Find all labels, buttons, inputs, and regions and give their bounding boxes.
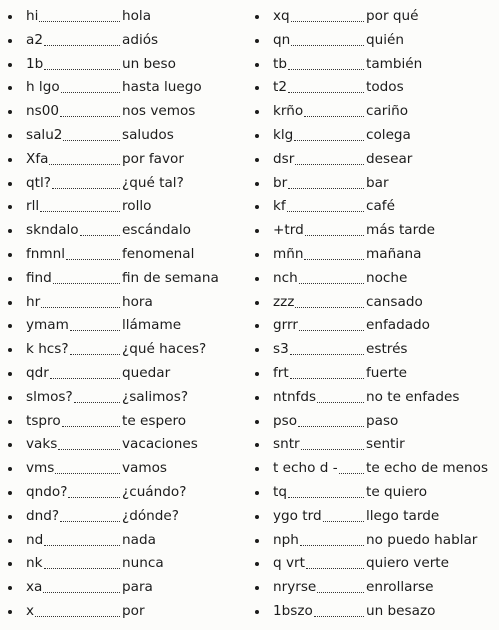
- spanish-meaning: bar: [366, 174, 389, 191]
- sms-abbreviation: krño: [273, 103, 304, 120]
- glossary-entry: [255, 291, 495, 315]
- sms-abbreviation: 1b: [26, 55, 44, 72]
- spanish-meaning: colega: [366, 126, 411, 143]
- spanish-meaning: estrés: [366, 341, 408, 358]
- spanish-meaning: sentir: [366, 436, 405, 453]
- bullet-icon: [255, 134, 259, 138]
- bullet-icon: [8, 301, 12, 305]
- sms-abbreviation: k hcs?: [26, 341, 69, 358]
- spanish-meaning: no puedo hablar: [366, 531, 478, 548]
- bullet-icon: [8, 420, 12, 424]
- dotted-leader: [44, 545, 120, 546]
- spanish-meaning: quién: [366, 31, 405, 48]
- glossary-entry: [8, 481, 240, 505]
- spanish-meaning: adiós: [122, 31, 159, 48]
- glossary-entry: [255, 314, 495, 338]
- glossary-entry: [8, 53, 240, 77]
- sms-abbreviation: Xfa: [26, 150, 49, 167]
- dotted-leader: [62, 426, 120, 427]
- glossary-entry: [255, 219, 495, 243]
- sms-abbreviation: 1bszo: [273, 602, 313, 619]
- spanish-meaning: ¿cuándo?: [122, 483, 187, 500]
- sms-abbreviation: rll: [26, 198, 40, 215]
- dotted-leader: [40, 211, 120, 212]
- bullet-icon: [8, 467, 12, 471]
- spanish-meaning: quedar: [122, 364, 171, 381]
- bullet-icon: [255, 467, 259, 471]
- bullet-icon: [8, 539, 12, 543]
- glossary-entry: [255, 100, 495, 124]
- sms-abbreviation: qtl?: [26, 174, 51, 191]
- glossary-entry: [8, 29, 240, 53]
- sms-abbreviation: vaks: [26, 436, 58, 453]
- bullet-icon: [8, 205, 12, 209]
- sms-abbreviation: hi: [26, 8, 39, 24]
- sms-abbreviation: salu2: [26, 126, 63, 143]
- dotted-leader: [306, 568, 364, 569]
- bullet-icon: [255, 324, 259, 328]
- glossary-entry: [8, 148, 240, 172]
- glossary-entry: [8, 576, 240, 600]
- sms-abbreviation: ymam: [26, 317, 69, 334]
- spanish-meaning: nos vemos: [122, 103, 196, 120]
- bullet-icon: [255, 301, 259, 305]
- spanish-meaning: te espero: [122, 412, 187, 429]
- sms-abbreviation: zzz: [273, 293, 295, 310]
- glossary-entry: [255, 338, 495, 362]
- glossary-entry: [255, 386, 495, 410]
- bullet-icon: [8, 610, 12, 614]
- bullet-icon: [255, 63, 259, 67]
- bullet-icon: [255, 277, 259, 281]
- glossary-entry: [8, 195, 240, 219]
- spanish-meaning: ¿qué tal?: [122, 174, 184, 191]
- sms-abbreviation: +trd: [273, 222, 304, 239]
- dotted-leader: [290, 378, 364, 379]
- sms-abbreviation: xq: [273, 8, 290, 24]
- sms-abbreviation: qn: [273, 31, 291, 48]
- glossary-entry: [255, 267, 495, 291]
- bullet-icon: [255, 253, 259, 257]
- sms-abbreviation: skndalo: [26, 222, 79, 239]
- bullet-icon: [8, 229, 12, 233]
- bullet-icon: [8, 491, 12, 495]
- bullet-icon: [255, 229, 259, 233]
- dotted-leader: [295, 307, 364, 308]
- bullet-icon: [255, 15, 259, 19]
- glossary-entry: [8, 338, 240, 362]
- sms-abbreviation: xa: [26, 579, 43, 596]
- bullet-icon: [255, 348, 259, 352]
- glossary-entry: [8, 219, 240, 243]
- spanish-meaning: nada: [122, 531, 156, 548]
- spanish-meaning: cariño: [366, 103, 409, 120]
- spanish-meaning: fin de semana: [122, 269, 219, 286]
- spanish-meaning: noche: [366, 269, 408, 286]
- dotted-leader: [55, 473, 120, 474]
- glossary-entry: [8, 100, 240, 124]
- dotted-leader: [317, 592, 364, 593]
- bullet-icon: [8, 348, 12, 352]
- glossary-entry: [8, 433, 240, 457]
- sms-abbreviation: grrr: [273, 317, 298, 334]
- bullet-icon: [255, 205, 259, 209]
- spanish-meaning: hora: [122, 293, 153, 310]
- sms-abbreviation: tb: [273, 55, 287, 72]
- bullet-icon: [8, 396, 12, 400]
- spanish-meaning: desear: [366, 150, 413, 167]
- dotted-leader: [49, 164, 120, 165]
- sms-abbreviation: nd: [26, 531, 44, 548]
- dotted-leader: [288, 188, 364, 189]
- spanish-meaning: enfadado: [366, 317, 430, 334]
- dotted-leader: [60, 116, 120, 117]
- dotted-leader: [70, 330, 120, 331]
- glossary-entry: [255, 433, 495, 457]
- glossary-entry: [8, 172, 240, 196]
- dotted-leader: [304, 259, 364, 260]
- spanish-meaning: escándalo: [122, 222, 191, 239]
- sms-abbreviation: nk: [26, 555, 43, 572]
- dotted-leader: [44, 69, 120, 70]
- bullet-icon: [255, 539, 259, 543]
- dotted-leader: [295, 164, 364, 165]
- dotted-leader: [68, 497, 120, 498]
- bullet-icon: [255, 86, 259, 90]
- sms-abbreviation: qdr: [26, 364, 49, 381]
- dotted-leader: [299, 330, 364, 331]
- glossary-entry: [255, 410, 495, 434]
- dotted-leader: [291, 21, 364, 22]
- sms-abbreviation: dnd?: [26, 507, 60, 524]
- bullet-icon: [8, 443, 12, 447]
- bullet-icon: [255, 396, 259, 400]
- bullet-icon: [8, 63, 12, 67]
- bullet-icon: [8, 15, 12, 19]
- bullet-icon: [8, 134, 12, 138]
- bullet-icon: [8, 515, 12, 519]
- dotted-leader: [70, 354, 120, 355]
- sms-abbreviation: s3: [273, 341, 289, 358]
- sms-abbreviation: h lgo: [26, 79, 60, 96]
- bullet-icon: [255, 610, 259, 614]
- bullet-icon: [255, 158, 259, 162]
- bullet-icon: [255, 515, 259, 519]
- dotted-leader: [44, 568, 120, 569]
- bullet-icon: [8, 253, 12, 257]
- spanish-meaning: un besazo: [366, 602, 436, 619]
- glossary-entry: [8, 386, 240, 410]
- sms-abbreviation: vms: [26, 460, 55, 477]
- glossary-entry: [255, 600, 495, 624]
- spanish-meaning: café: [366, 198, 395, 215]
- glossary-entry: [8, 5, 240, 29]
- glossary-entry: [8, 124, 240, 148]
- glossary-entry: [8, 505, 240, 529]
- glossary-entry: [8, 267, 240, 291]
- dotted-leader: [60, 521, 120, 522]
- sms-abbreviation: frt: [273, 364, 289, 381]
- sms-abbreviation: ygo trd: [273, 507, 322, 524]
- glossary-entry: [255, 481, 495, 505]
- spanish-meaning: paso: [366, 412, 399, 429]
- dotted-leader: [74, 402, 120, 403]
- dotted-leader: [305, 235, 364, 236]
- glossary-entry: [255, 53, 495, 77]
- spanish-meaning: mañana: [366, 245, 422, 262]
- glossary-entry: [255, 362, 495, 386]
- bullet-icon: [255, 372, 259, 376]
- sms-abbreviation: nryrse: [273, 579, 317, 596]
- spanish-meaning: llámame: [122, 317, 182, 334]
- sms-abbreviation: slmos?: [26, 388, 73, 405]
- dotted-leader: [304, 116, 364, 117]
- sms-abbreviation: mñn: [273, 245, 304, 262]
- glossary-entry: [8, 243, 240, 267]
- sms-abbreviation: hr: [26, 293, 41, 310]
- dotted-leader: [288, 497, 364, 498]
- dotted-leader: [80, 235, 120, 236]
- sms-abbreviation: dsr: [273, 150, 295, 167]
- spanish-meaning: un beso: [122, 55, 176, 72]
- dotted-leader: [290, 354, 364, 355]
- bullet-icon: [8, 562, 12, 566]
- dotted-leader: [50, 378, 120, 379]
- spanish-meaning: te quiero: [366, 483, 428, 500]
- sms-abbreviation: find: [26, 269, 52, 286]
- sms-abbreviation: kf: [273, 198, 286, 215]
- spanish-meaning: quiero verte: [366, 555, 450, 572]
- sms-abbreviation: ns00: [26, 103, 59, 120]
- bullet-icon: [255, 443, 259, 447]
- spanish-meaning: fuerte: [366, 364, 408, 381]
- glossary-entry: [255, 505, 495, 529]
- spanish-meaning: por favor: [122, 150, 184, 167]
- dotted-leader: [294, 140, 364, 141]
- glossary-entry: [8, 410, 240, 434]
- sms-abbreviation: sntr: [273, 436, 300, 453]
- spanish-meaning: ¿salimos?: [122, 388, 189, 405]
- sms-abbreviation: t echo d -: [273, 460, 338, 477]
- glossary-entry: [8, 291, 240, 315]
- spanish-meaning: para: [122, 579, 153, 596]
- dotted-leader: [53, 283, 120, 284]
- spanish-meaning: todos: [366, 79, 404, 96]
- bullet-icon: [255, 491, 259, 495]
- glossary-entry: [8, 76, 240, 100]
- glossary-entry: [255, 195, 495, 219]
- glossary-entry: [255, 29, 495, 53]
- dotted-leader: [314, 616, 364, 617]
- sms-abbreviation: x: [26, 602, 35, 619]
- glossary-entry: [8, 529, 240, 553]
- bullet-icon: [8, 324, 12, 328]
- sms-abbreviation: qndo?: [26, 483, 68, 500]
- dotted-leader: [339, 473, 364, 474]
- dotted-leader: [317, 402, 364, 403]
- spanish-meaning: saludos: [122, 126, 174, 143]
- dotted-leader: [299, 283, 364, 284]
- dotted-leader: [61, 92, 120, 93]
- bullet-icon: [8, 39, 12, 43]
- sms-abbreviation: q vrt: [273, 555, 305, 572]
- sms-abbreviation: klg: [273, 126, 294, 143]
- spanish-meaning: no te enfades: [366, 388, 460, 405]
- spanish-meaning: hasta luego: [122, 79, 202, 96]
- glossary-entry: [255, 576, 495, 600]
- sms-abbreviation: nch: [273, 269, 298, 286]
- spanish-meaning: cansado: [366, 293, 423, 310]
- dotted-leader: [39, 21, 120, 22]
- dotted-leader: [66, 259, 120, 260]
- dotted-leader: [52, 188, 120, 189]
- glossary-entry: [255, 529, 495, 553]
- dotted-leader: [301, 449, 364, 450]
- sms-abbreviation: ntnfds: [273, 388, 317, 405]
- glossary-entry: [255, 76, 495, 100]
- glossary-entry: [255, 148, 495, 172]
- glossary-column-right: [255, 5, 495, 624]
- dotted-leader: [288, 92, 364, 93]
- spanish-meaning: enrollarse: [366, 579, 434, 596]
- glossary-entry: [255, 5, 495, 29]
- sms-abbreviation: br: [273, 174, 288, 191]
- dotted-leader: [298, 426, 364, 427]
- glossary-column-left: [8, 5, 240, 624]
- sms-abbreviation: tspro: [26, 412, 61, 429]
- spanish-meaning: llego tarde: [366, 507, 440, 524]
- sms-abbreviation: fnmnl: [26, 245, 66, 262]
- spanish-meaning: hola: [122, 8, 152, 24]
- glossary-entry: [255, 457, 495, 481]
- sms-abbreviation: t2: [273, 79, 287, 96]
- bullet-icon: [255, 420, 259, 424]
- sms-abbreviation: pso: [273, 412, 298, 429]
- glossary-entry: [255, 243, 495, 267]
- spanish-meaning: fenomenal: [122, 245, 195, 262]
- spanish-meaning: por: [122, 602, 145, 619]
- bullet-icon: [8, 182, 12, 186]
- bullet-icon: [255, 586, 259, 590]
- dotted-leader: [288, 69, 364, 70]
- spanish-meaning: más tarde: [366, 222, 435, 239]
- dotted-leader: [35, 616, 120, 617]
- bullet-icon: [8, 110, 12, 114]
- bullet-icon: [8, 277, 12, 281]
- spanish-meaning: te echo de menos: [366, 460, 489, 477]
- dotted-leader: [43, 592, 120, 593]
- glossary-entry: [255, 172, 495, 196]
- glossary-entry: [255, 552, 495, 576]
- glossary-entry: [8, 314, 240, 338]
- dotted-leader: [44, 45, 120, 46]
- spanish-meaning: vamos: [122, 460, 168, 477]
- glossary-entry: [8, 600, 240, 624]
- bullet-icon: [8, 158, 12, 162]
- glossary-entry: [8, 457, 240, 481]
- bullet-icon: [255, 39, 259, 43]
- spanish-meaning: también: [366, 55, 423, 72]
- dotted-leader: [291, 45, 364, 46]
- bullet-icon: [8, 86, 12, 90]
- spanish-meaning: por qué: [366, 8, 419, 24]
- bullet-icon: [255, 110, 259, 114]
- glossary-entry: [255, 124, 495, 148]
- dotted-leader: [323, 521, 364, 522]
- dotted-leader: [41, 307, 120, 308]
- bullet-icon: [255, 562, 259, 566]
- spanish-meaning: ¿qué haces?: [122, 341, 207, 358]
- sms-abbreviation: tq: [273, 483, 287, 500]
- spanish-meaning: nunca: [122, 555, 164, 572]
- spanish-meaning: rollo: [122, 198, 152, 215]
- glossary-entry: [8, 362, 240, 386]
- bullet-icon: [8, 372, 12, 376]
- dotted-leader: [58, 449, 120, 450]
- bullet-icon: [255, 182, 259, 186]
- dotted-leader: [63, 140, 120, 141]
- dotted-leader: [287, 211, 364, 212]
- bullet-icon: [8, 586, 12, 590]
- spanish-meaning: vacaciones: [122, 436, 198, 453]
- spanish-meaning: ¿dónde?: [122, 507, 179, 524]
- sms-abbreviation: nph: [273, 531, 299, 548]
- sms-abbreviation: a2: [26, 31, 43, 48]
- glossary-entry: [8, 552, 240, 576]
- dotted-leader: [300, 545, 364, 546]
